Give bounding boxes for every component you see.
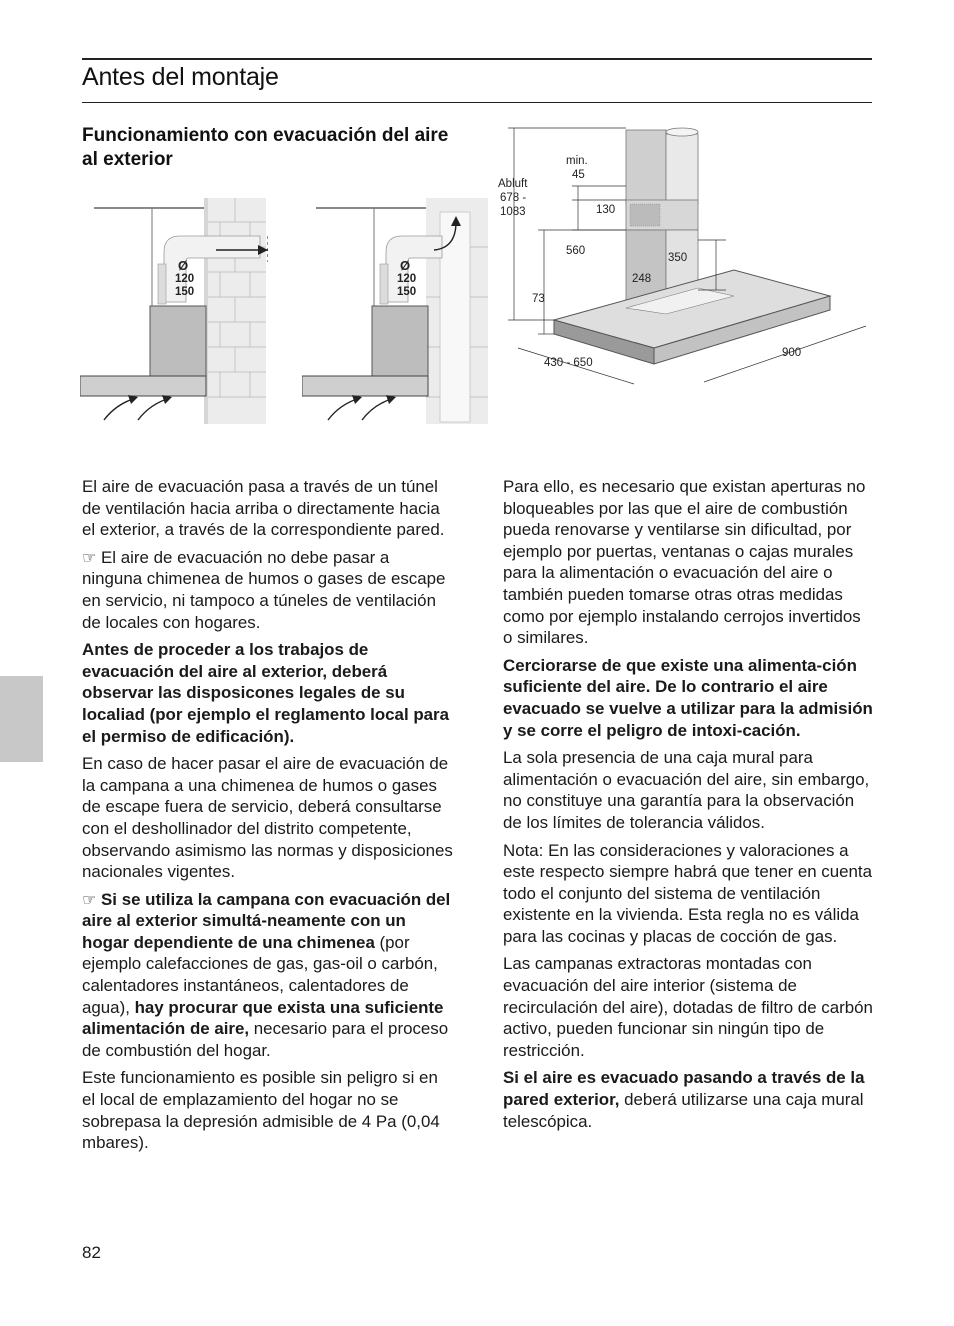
diameter-120: 120 (397, 273, 417, 285)
paragraph: En caso de hacer pasar el aire de evacuación de la campana a una chimenea de humos o gases de escape fuera de servicio, deberá consultarse con el deshollinador del distrito competente, observando asimismo las normas y disposiciones nacionales vigentes. (82, 754, 453, 882)
label-abluft: Abluft (498, 178, 528, 190)
label-248: 248 (632, 273, 652, 285)
page-number: 82 (82, 1243, 101, 1262)
paragraph: Las campanas extractoras montadas con evacuación del aire interior (sistema de recirculación del aire), dotadas de filtro de carbón activo, pueden funcionar sin ningún tipo de restricción. (503, 954, 873, 1060)
label-45: 45 (572, 169, 585, 181)
label-678: 678 - (500, 192, 527, 204)
page-title: Antes del montaje (82, 63, 279, 91)
section-heading: Funcionamiento con evacuación del aire al exterior (82, 125, 449, 170)
label-130: 130 (596, 204, 616, 216)
bold-paragraph: Antes de proceder a los trabajos de evacuación del aire al exterior, deberá observar las disposicones legales de su localiad (por ejemplo el reglamento local para el permiso de edificación). (82, 640, 450, 746)
paragraph: Para ello, es necesario que existan aperturas no bloqueables por las que el aire de combustión pueda renovarse y ventilarse sin dificultad, por ejemplo por puertas, ventanas o cajas murales para la alimentación o evacuación del aire o también pueden tomarse otras otras medidas como por ejemplo instalando cerrojos invertidos o similares. (503, 477, 866, 648)
label-560: 560 (566, 245, 586, 257)
header-bottom-rule (82, 102, 872, 103)
diameter-150: 150 (397, 286, 417, 298)
note-paragraph: ☞ Si se utiliza la campana con evacuación del aire al exterior simultá-neamente con un hogar dependiente de una chimenea (por ejemplo calefacciones de gas, gas-oil o carbón, calentadores instantáneos, calentadores de agua), hay procurar que exista una suficiente alimentación de aire, necesario para el proceso de combustión del hogar. (82, 889, 451, 1060)
label-73: 73 (532, 293, 545, 305)
label-430-650: 430 - 650 (544, 357, 593, 369)
right-text-column (503, 476, 873, 1138)
paragraph: El aire de evacuación pasa a través de un túnel de ventilación hacia arriba o directamente hacia el exterior, a través de la correspondiente pared. (82, 477, 445, 540)
mixed-paragraph: Si el aire es evacuado pasando a través de la pared exterior, deberá utilizarse una caja mural telescópica. (503, 1068, 865, 1131)
diameter-150: 150 (175, 286, 195, 298)
pointing-hand-icon: ☞ (82, 547, 97, 567)
label-min: min. (566, 155, 588, 167)
label-900: 900 (782, 347, 802, 359)
pointing-hand-icon: ☞ (82, 889, 97, 909)
diameter-symbol: Ø (400, 258, 411, 273)
bold-paragraph: Cerciorarse de que existe una alimenta-ción suficiente del aire. De lo contrario el aire evacuado se vuelve a utilizar para la admisión y se corre el peligro de intoxi-cación. (503, 655, 873, 740)
label-1083: 1083 (500, 206, 526, 218)
figure-hood-dimensions (494, 120, 878, 388)
paragraph: Este funcionamiento es posible sin peligro si en el local de emplazamiento del hogar no se sobrepasa la depresión admisible de 4 Pa (0,04 mbares). (82, 1068, 440, 1153)
figure-exhaust-through-wall (80, 192, 268, 428)
chapter-side-tab (0, 676, 43, 762)
brick-wall (426, 198, 488, 424)
brick-wall (204, 198, 266, 424)
header-top-rule (82, 58, 872, 60)
left-text-column (82, 476, 454, 1160)
diameter-symbol: Ø (178, 258, 189, 273)
note-paragraph: ☞ El aire de evacuación no debe pasar a ninguna chimenea de humos o gases de escape en servicio, ni tampoco a túneles de ventilación de locales con hogares. (82, 547, 446, 632)
diameter-120: 120 (175, 273, 195, 285)
label-350: 350 (668, 252, 688, 264)
paragraph: Nota: En las consideraciones y valoraciones a este respecto siempre habrá que tener en cuenta todo el conjunto del sistema de ventilación existente en la vivienda. Esta regla no es válida para las cocinas y placas de cocción de gas. (503, 840, 873, 946)
figure-exhaust-through-chimney (302, 192, 488, 428)
paragraph: La sola presencia de una caja mural para alimentación o evacuación del aire, sin embargo, no constituye una garantía para la observación de los límites de tolerancia válidos. (503, 748, 870, 832)
